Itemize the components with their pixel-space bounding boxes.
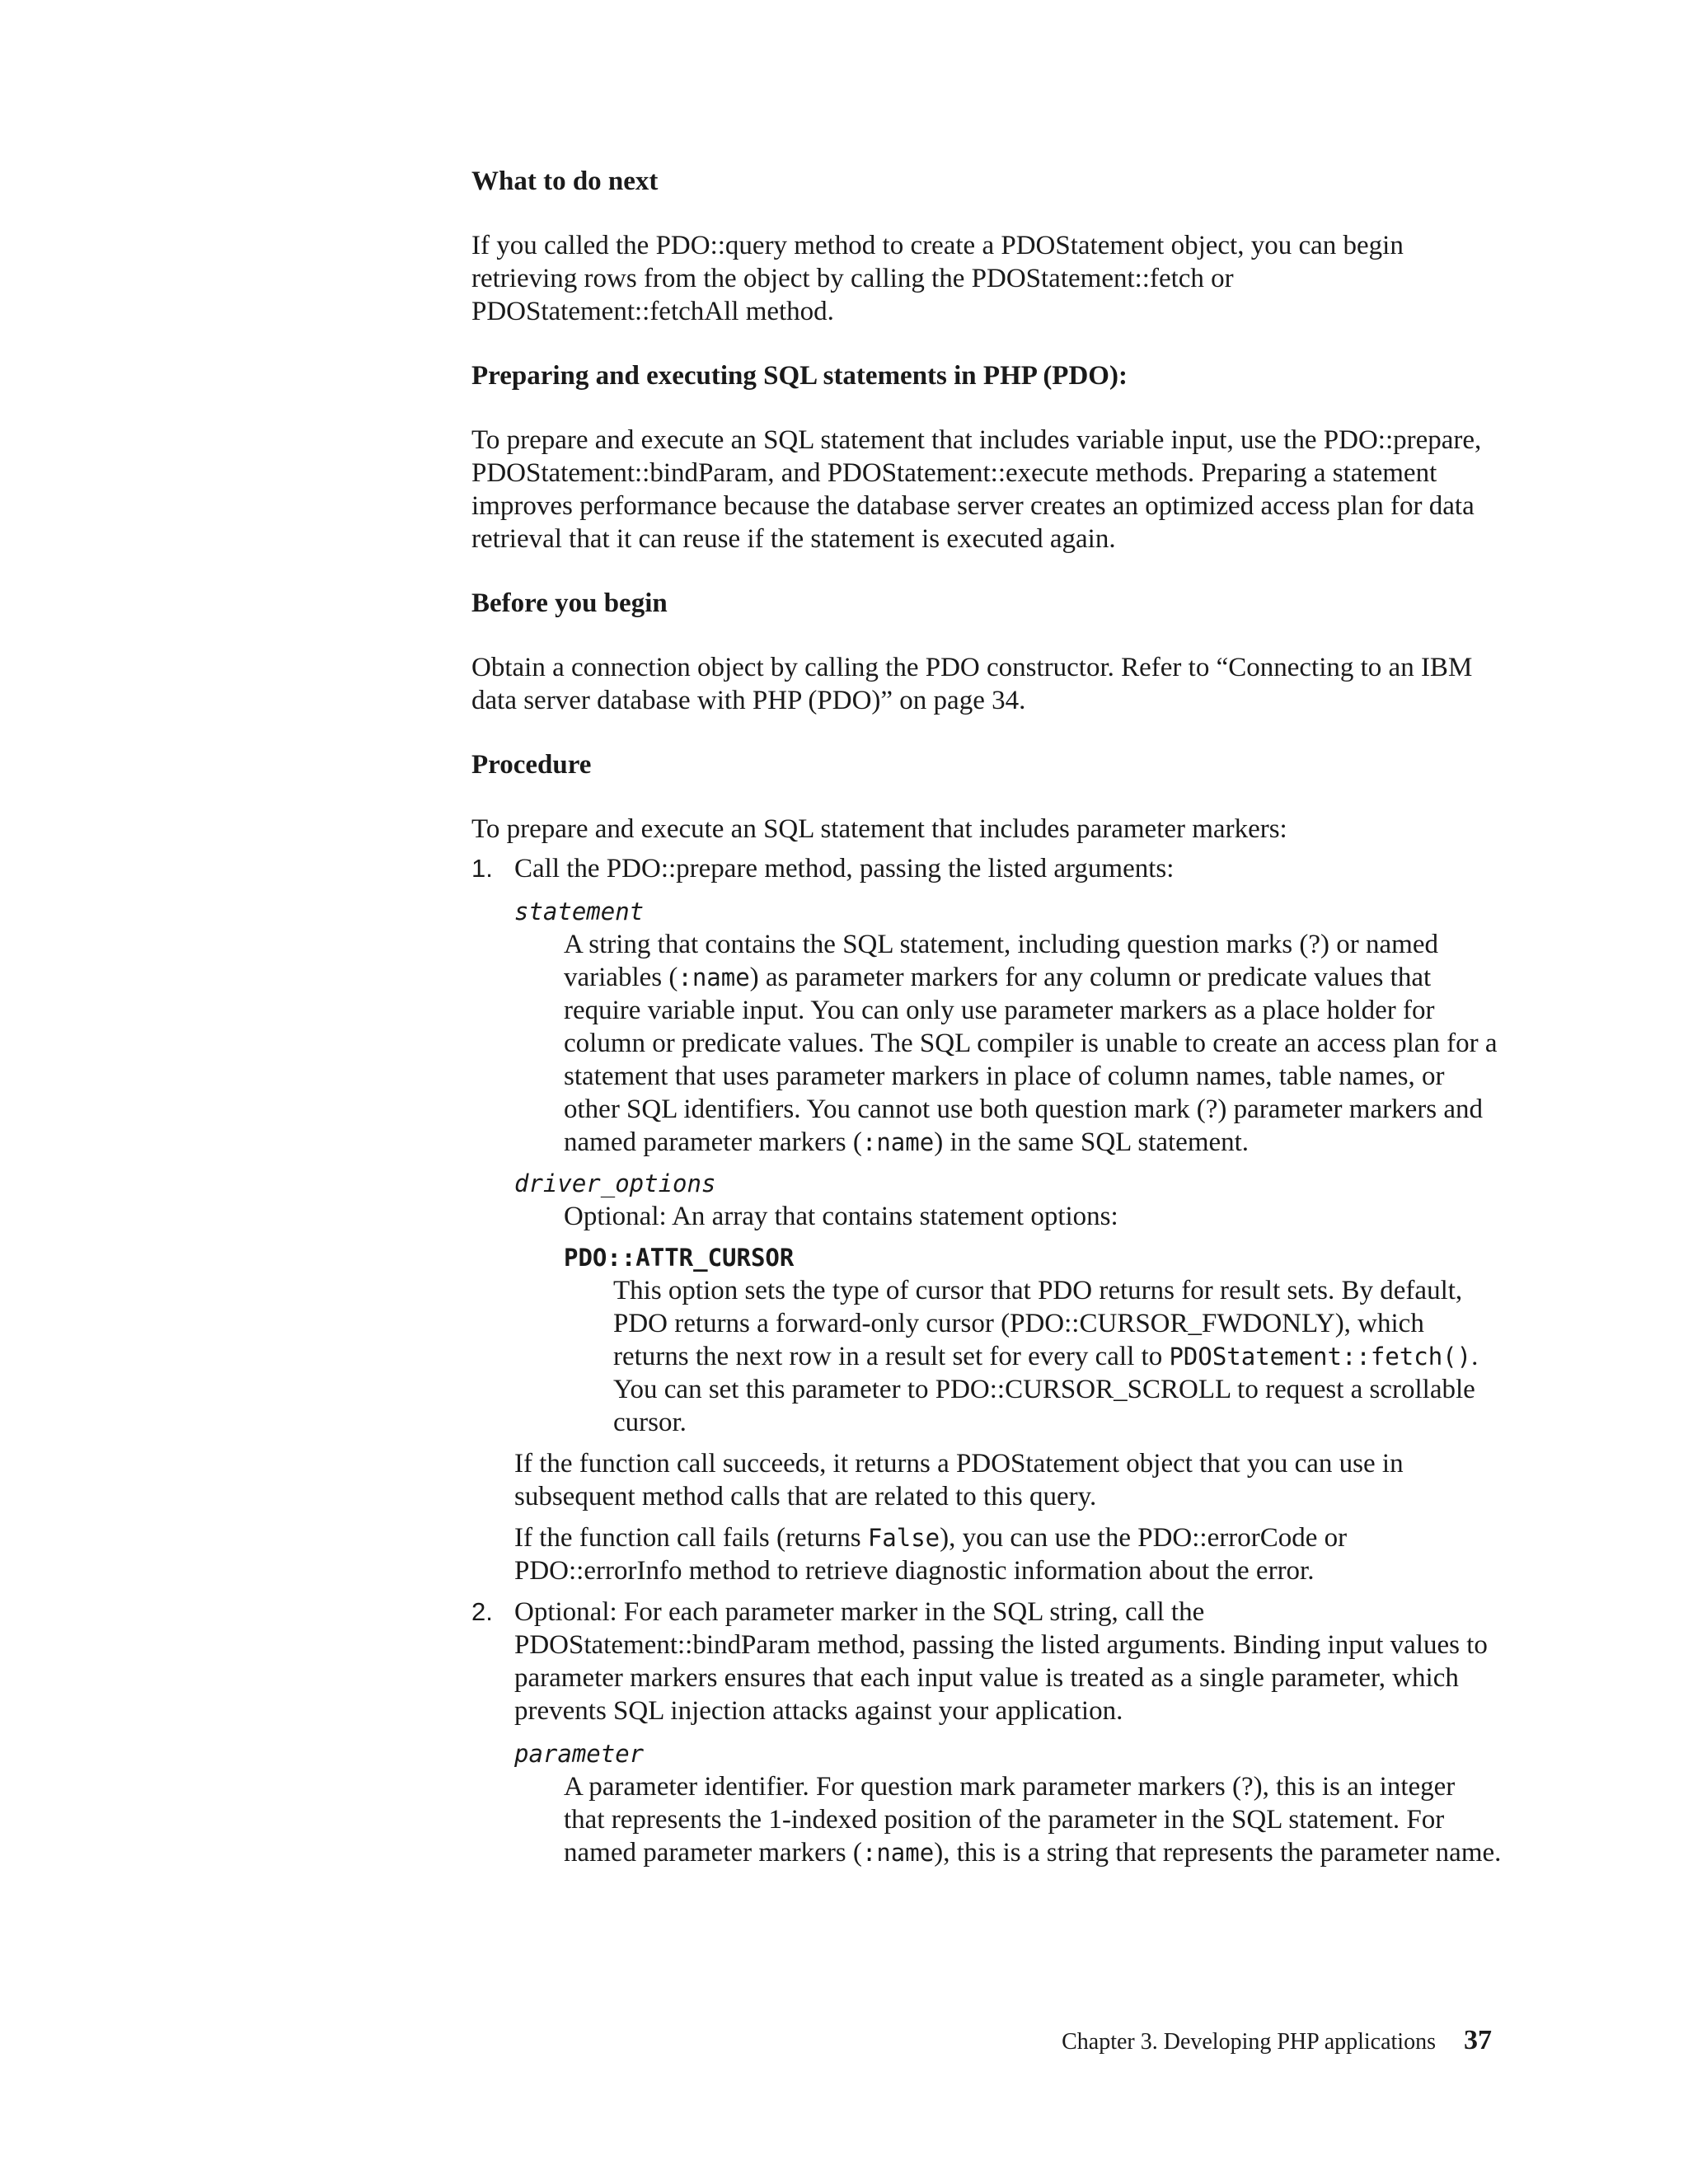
procedure-intro: To prepare and execute an SQL statement that includes parameter markers:: [471, 814, 1287, 844]
step-2: [471, 1596, 1502, 1869]
inline-code: :name: [861, 1839, 935, 1867]
argument-desc-parameter: [564, 1770, 1502, 1869]
step-text: Call the PDO::prepare method, passing the listed arguments:: [514, 854, 1175, 883]
failure-note: [514, 1521, 1502, 1587]
argument-term-statement: statement: [514, 898, 645, 926]
page-footer: [1062, 2024, 1492, 2059]
argument-term-parameter: parameter: [514, 1740, 645, 1768]
inline-code: :name: [861, 1128, 935, 1156]
note-text: ), you can use the PDO::errorCode or PDO::errorInfo method to retrieve diagnostic information about the error.: [514, 1523, 1348, 1586]
desc-text: ), this is a string that represents the parameter name.: [934, 1838, 1502, 1868]
desc-text: . You can set this parameter to PDO::CURSOR_SCROLL to request a scrollable cursor.: [613, 1342, 1479, 1437]
success-note: If the function call succeeds, it returns a PDOStatement object that you can use in subsequent method calls that are related to this query.: [514, 1449, 1404, 1511]
inline-code: PDOStatement::fetch(): [1169, 1343, 1472, 1371]
argument-list: [514, 895, 1502, 1439]
inline-code: False: [867, 1524, 940, 1552]
before-heading: Before you begin: [471, 588, 668, 618]
argument-desc-driver-options: [564, 1200, 1502, 1439]
section-heading: Preparing and executing SQL statements in PHP (PDO):: [471, 361, 1128, 391]
section-body: To prepare and execute an SQL statement that includes variable input, use the PDO::prepare, PDOStatement::bindParam, and PDOStatement::execute methods. Preparing a statement improves performance because the database server creates an optimized access plan for data retrieval that it can reuse if the statement is executed again.: [471, 425, 1482, 554]
option-term-attr-cursor: PDO::ATTR_CURSOR: [564, 1244, 795, 1272]
chapter-title: Chapter 3. Developing PHP applications: [1062, 2029, 1436, 2055]
option-list: [564, 1241, 1502, 1439]
argument-list: [514, 1737, 1502, 1869]
before-body: Obtain a connection object by calling the PDO constructor. Refer to “Connecting to an IBM data server database with PHP (PDO)” on page 34.: [471, 653, 1473, 715]
argument-term-driver-options: driver_options: [514, 1169, 716, 1197]
note-text: If the function call fails (returns: [514, 1523, 868, 1553]
desc-text: A string that contains the SQL statement, including question marks (?) or named variables (: [564, 930, 1438, 992]
desc-text: Optional: An array that contains statement options:: [564, 1202, 1118, 1231]
desc-text: ) in the same SQL statement.: [934, 1127, 1250, 1157]
option-desc-attr-cursor: [613, 1274, 1502, 1439]
step-1: [471, 852, 1502, 1587]
argument-desc-statement: [564, 928, 1502, 1159]
desc-text: A parameter identifier. For question mark parameter markers (?), this is an integer that represents the 1-indexed position of the parameter in the SQL statement. For named parameter markers (: [564, 1772, 1456, 1868]
what-next-heading: What to do next: [471, 166, 659, 196]
step-number: 1.: [471, 854, 493, 883]
desc-text: ) as parameter markers for any column or predicate values that require variable input. You can only use parameter markers as a place holder for column or predicate values. The SQL compiler is unable to create an access plan for a statement that uses parameter markers in place of column names, table names, or other SQL identifiers. You cannot use both question mark (?) parameter markers and named parameter markers (: [564, 963, 1498, 1157]
document-page: [471, 165, 1502, 1877]
step-text: Optional: For each parameter marker in the SQL string, call the PDOStatement::bindParam method, passing the listed arguments. Binding input values to parameter markers ensures that each input value is treated as a single parameter, which prevents SQL injection attacks against your application.: [514, 1597, 1488, 1726]
inline-code: :name: [678, 963, 750, 991]
step-number: 2.: [471, 1597, 493, 1626]
procedure-steps: [471, 852, 1502, 1869]
page-number: 37: [1464, 2025, 1492, 2055]
what-next-body: If you called the PDO::query method to create a PDOStatement object, you can begin retrieving rows from the object by calling the PDOStatement::fetch or PDOStatement::fetchAll method.: [471, 231, 1404, 326]
desc-text: This option sets the type of cursor that PDO returns for result sets. By default, PDO returns a forward-only cursor (PDO::CURSOR_FWDONLY), which returns the next row in a result set for every call to: [613, 1276, 1463, 1371]
procedure-heading: Procedure: [471, 750, 592, 780]
